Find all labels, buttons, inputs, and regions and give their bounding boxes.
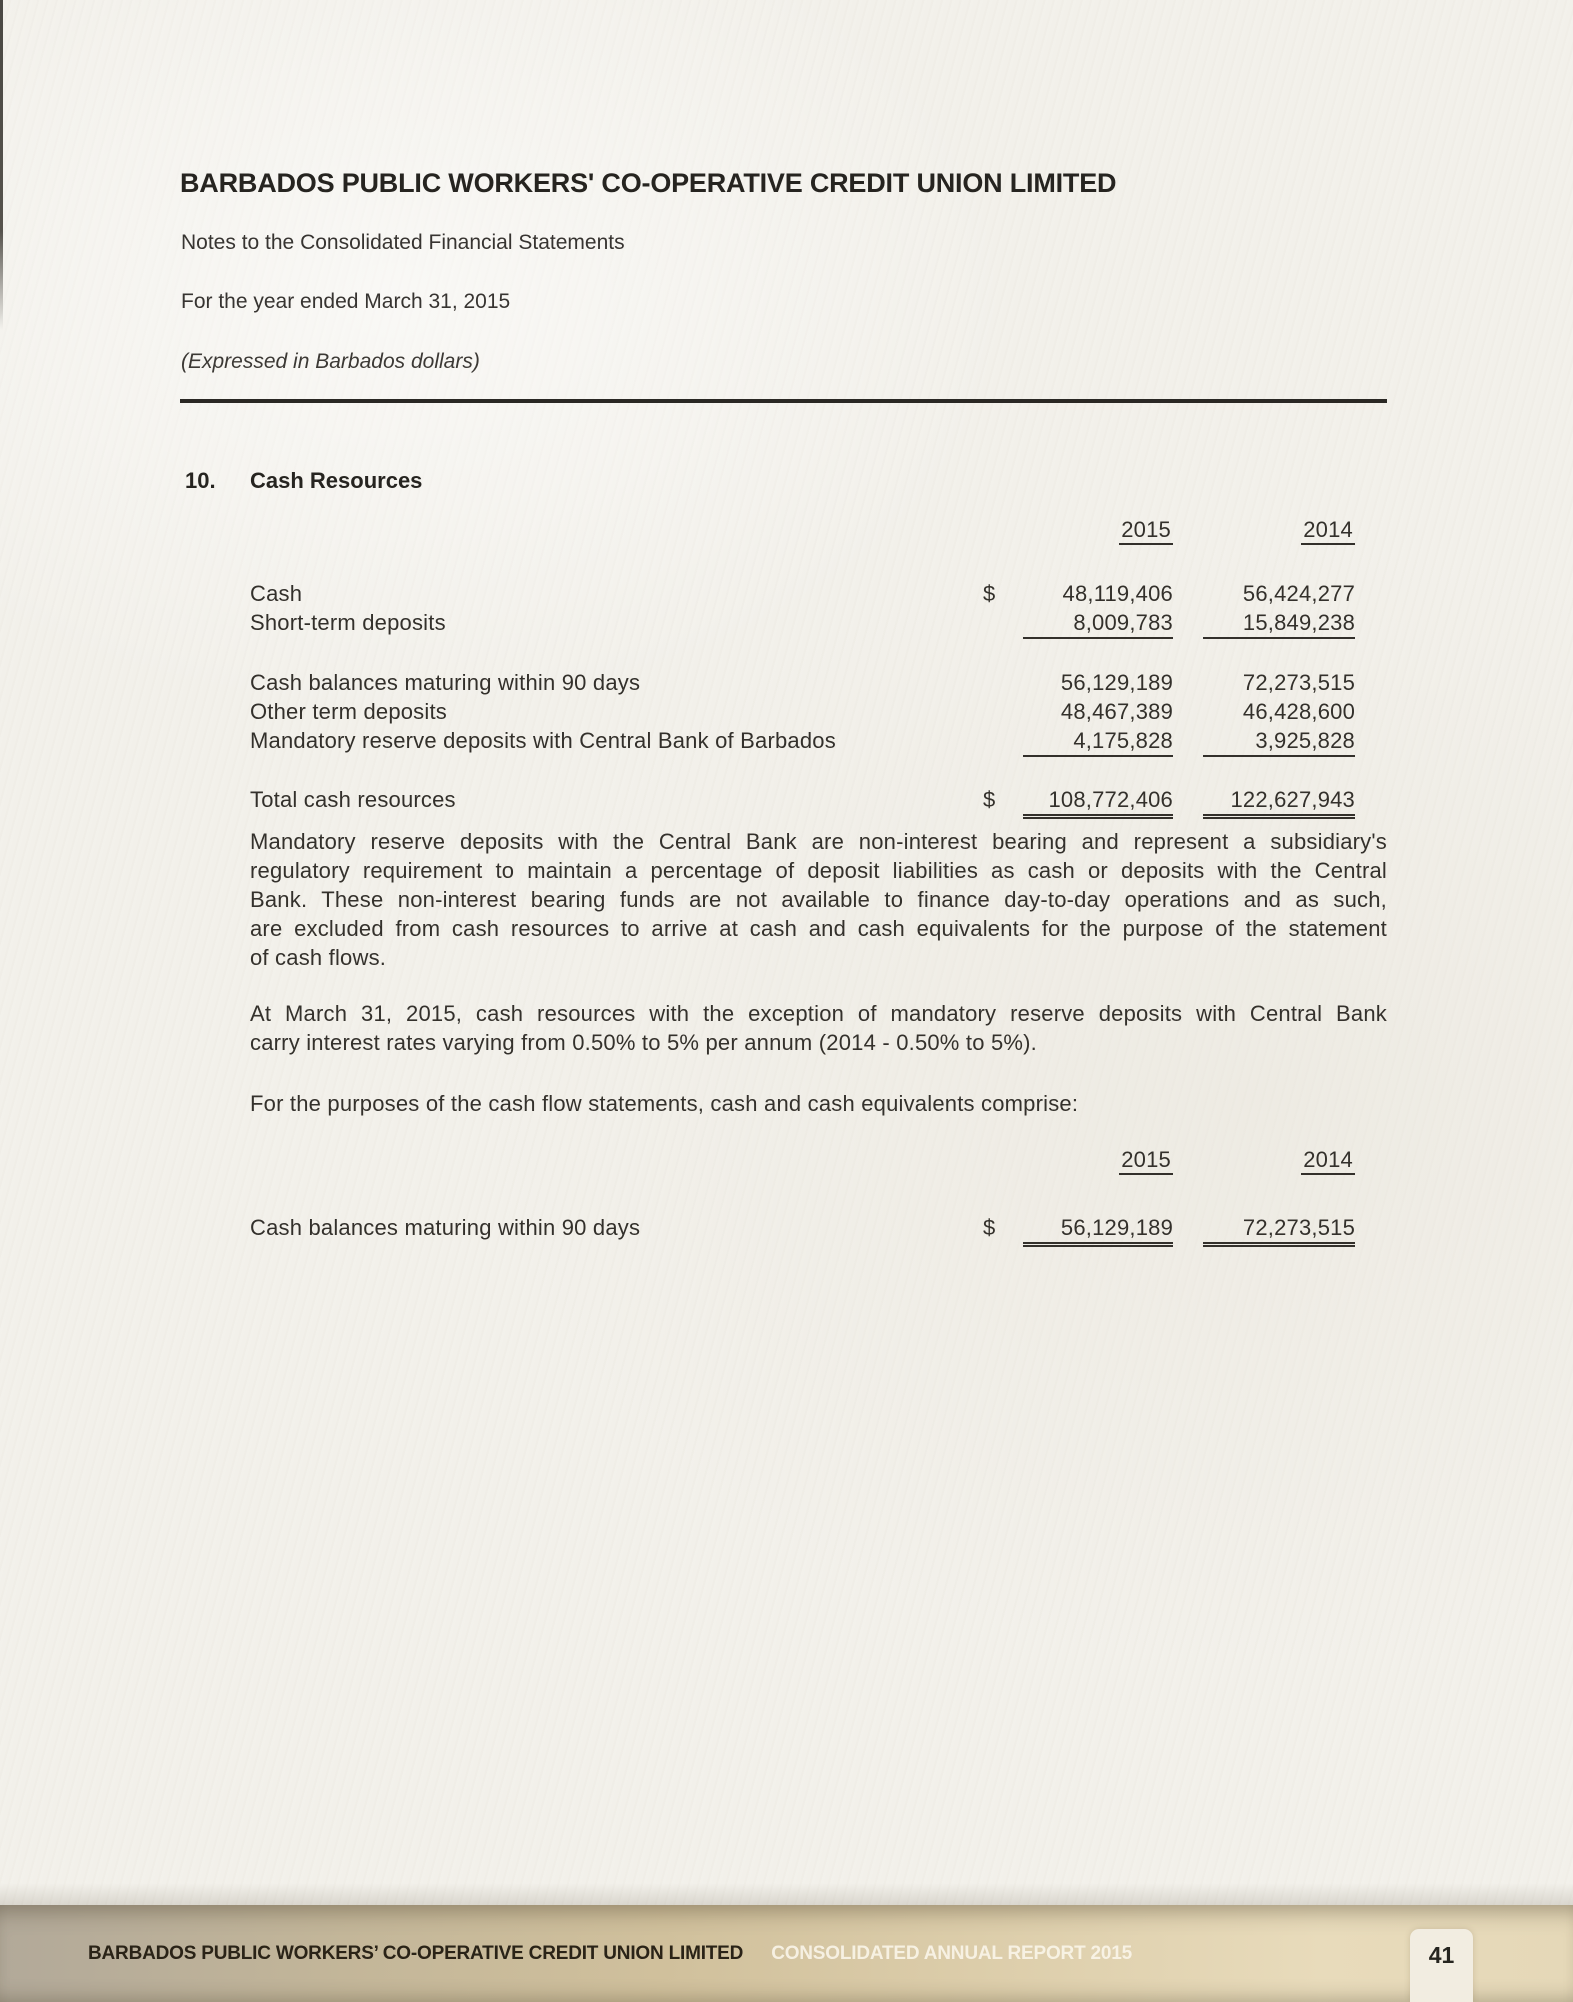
value-2014: 46,428,600	[1242, 699, 1355, 724]
value-2014: 72,273,515	[1242, 670, 1355, 695]
divider-rule	[180, 399, 1387, 403]
value-2015: 48,467,389	[1060, 699, 1173, 724]
table-header-row	[250, 518, 1355, 545]
value-2014: 56,424,277	[1242, 581, 1355, 606]
currency-note: (Expressed in Barbados dollars)	[181, 350, 480, 373]
year-header-2014: 2014	[1301, 518, 1355, 545]
value-2015: 56,129,189	[1023, 1213, 1173, 1247]
scan-edge-artifact	[0, 0, 3, 330]
value-2015: 8,009,783	[1023, 608, 1173, 639]
value-2015: 4,175,828	[1023, 726, 1173, 757]
year-header-2014: 2014	[1301, 1148, 1355, 1175]
footer-bar	[0, 1905, 1573, 2002]
row-label: Short-term deposits	[250, 610, 446, 635]
page-number-tab	[1410, 1929, 1473, 2002]
table-row-cash	[250, 579, 1355, 608]
value-2014: 122,627,943	[1203, 785, 1355, 819]
value-2015: 56,129,189	[1060, 670, 1173, 695]
value-2014: 15,849,238	[1203, 608, 1355, 639]
table-row-other-term-deposits	[250, 697, 1355, 726]
row-label: Total cash resources	[250, 787, 456, 812]
table-spacer	[250, 757, 1355, 785]
footer-report-title: CONSOLIDATED ANNUAL REPORT 2015	[771, 1942, 1133, 1964]
value-2015: 48,119,406	[1062, 581, 1173, 606]
year-header-2015: 2015	[1119, 1148, 1173, 1175]
row-label: Mandatory reserve deposits with Central Bank of Barbados	[250, 728, 836, 753]
row-label: Cash	[250, 581, 303, 606]
table-row-total-cash-resources	[250, 785, 1355, 819]
currency-symbol: $	[983, 1215, 996, 1240]
paragraph-interest-note: At March 31, 2015, cash resources with the exception of mandatory reserve deposits with Central Bank carry interest rates varying from 0.50% to 5% per annum (2014 - 0.50% to 5%).	[250, 1001, 1387, 1055]
currency-symbol: $	[983, 787, 996, 812]
row-label: Cash balances maturing within 90 days	[250, 670, 641, 695]
document-subtitle: Notes to the Consolidated Financial Statements	[181, 231, 625, 254]
value-2014: 72,273,515	[1203, 1213, 1355, 1247]
value-2015: 108,772,406	[1023, 785, 1173, 819]
currency-symbol: $	[983, 581, 996, 606]
row-label: Cash balances maturing within 90 days	[250, 1215, 641, 1240]
section-heading	[185, 468, 422, 494]
cash-resources-table	[250, 518, 1355, 819]
section-number: 10.	[185, 468, 216, 493]
footer-company-name: BARBADOS PUBLIC WORKERS’ CO-OPERATIVE CREDIT UNION LIMITED	[88, 1942, 744, 1964]
table-row-cash-balances-90-days	[250, 1213, 1355, 1247]
page-number: 41	[1428, 1942, 1455, 1968]
table-row-mandatory-reserve-deposits	[250, 726, 1355, 757]
document-title: BARBADOS PUBLIC WORKERS' CO-OPERATIVE CREDIT UNION LIMITED	[180, 168, 1117, 198]
row-label: Other term deposits	[250, 699, 447, 724]
paragraph-cash-flow-intro: For the purposes of the cash flow statements, cash and cash equivalents comprise:	[250, 1091, 1079, 1116]
table-row-short-term-deposits	[250, 608, 1355, 639]
year-header-2015: 2015	[1119, 518, 1173, 545]
table-row-cash-balances-90-days	[250, 668, 1355, 697]
section-title: Cash Resources	[250, 468, 423, 493]
value-2014: 3,925,828	[1203, 726, 1355, 757]
period-line: For the year ended March 31, 2015	[181, 290, 511, 313]
paragraph-reserve-note: Mandatory reserve deposits with the Central Bank are non-interest bearing and represent a subsidiary's regulatory requirement to maintain a percentage of deposit liabilities as cash or deposits with the Central Bank. These non-interest bearing funds are not available to finance day-to-day operations and as such, are excluded from cash resources to arrive at cash and cash equivalents for the purpose of the statement of cash flows.	[250, 829, 1387, 970]
table-spacer	[250, 639, 1355, 668]
footer-shadow	[0, 1883, 1573, 1905]
table-header-row	[250, 1148, 1355, 1175]
cash-equivalents-table	[250, 1148, 1355, 1247]
